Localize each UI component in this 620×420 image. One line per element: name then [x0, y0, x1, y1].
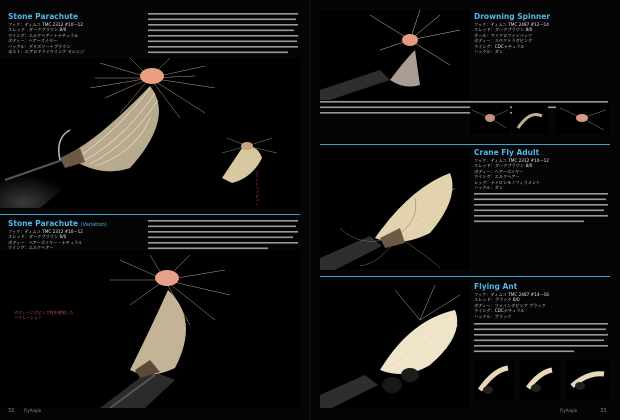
flying-ant-photo	[320, 280, 470, 408]
section-divider	[320, 276, 610, 277]
variation-photo	[0, 250, 300, 408]
drowning-spinner-inset-2	[512, 104, 548, 134]
recipe-line: フック：ティムコ TMC 2487 #14〜16	[474, 292, 549, 297]
right-page-number: 33	[600, 408, 607, 414]
fly-photo-illustration	[320, 148, 470, 270]
flying-ant-recipe	[474, 292, 549, 319]
variation-caption: ボディーにダビング材を使用したバリエーション	[14, 310, 74, 321]
variation-body-text	[148, 219, 300, 251]
gutter	[309, 0, 311, 420]
inset-fly	[566, 360, 610, 400]
recipe-line: ハックル：ダン	[474, 185, 504, 191]
recipe-line: ボディー：ヘアーズイヤー・ナチュラル	[8, 239, 83, 245]
inset-fly	[474, 360, 514, 400]
body-text-lines	[148, 12, 300, 58]
flying-ant-inset-2	[520, 360, 560, 400]
inset-fly	[556, 104, 610, 134]
crane-fly-body-text	[474, 192, 610, 228]
crane-fly-adult-title: Crane Fly Adult	[474, 148, 540, 157]
stone-parachute-variation-title	[8, 219, 107, 228]
recipe-line: ポスト：エアロドライウイング オレンジ	[8, 49, 85, 55]
stone-parachute-recipe	[8, 22, 84, 54]
recipe-line: スレッド：ブラック 8/0	[474, 297, 520, 303]
recipe-line: フック：ティムコ TMC 2487 #12〜14	[474, 22, 549, 27]
inset-fly	[470, 104, 510, 134]
left-page-number: 32	[8, 408, 15, 414]
flying-ant-inset-3	[566, 360, 610, 400]
drowning-spinner-inset-3	[556, 104, 610, 134]
section-divider	[0, 214, 300, 215]
inset-fly	[520, 360, 560, 400]
recipe-line: ウイング：エルクヘアー＋ナチュラル	[8, 32, 79, 38]
recipe-line: ハックル：グリズリー＋ブラウン	[8, 43, 71, 49]
recipe-line: ボディー：ファインダビング ブラック	[474, 302, 546, 308]
flying-ant-body-text	[474, 322, 610, 358]
recipe-line: ハックル：ブラック	[474, 313, 512, 319]
recipe-line: ウイング：エルクヘアー	[474, 174, 520, 180]
section-divider	[320, 144, 610, 145]
stone-parachute-inset-caption: フライトップビュー	[255, 170, 260, 206]
recipe-line: フック：ティムコ TMC 2312 #10〜12	[8, 22, 83, 27]
recipe-line: ハックル：ダン	[474, 49, 504, 55]
drowning-spinner-inset-1	[470, 104, 510, 134]
right-running-head: FlyAngle	[560, 408, 578, 413]
body-text-lines	[474, 192, 610, 228]
body-text-lines	[474, 322, 610, 358]
recipe-line: スレッド：ダークブラウン 8/0	[8, 234, 67, 240]
stone-parachute-title: Stone Parachute	[8, 12, 79, 21]
recipe-line: フック：ティムコ TMC 2312 #10〜12	[8, 229, 83, 234]
recipe-line: ボディー：ヘアーズイヤー	[8, 38, 58, 44]
fly-photo-illustration	[320, 10, 470, 100]
fly-photo-illustration	[0, 250, 300, 408]
recipe-line: レッグ：ナイロンモノフィラメント	[474, 179, 541, 185]
inset-fly	[512, 104, 548, 134]
recipe-line: ウイング：CDCナチュラル	[474, 43, 525, 49]
recipe-line: フック：ティムコ TMC 2312 #10〜12	[474, 158, 549, 163]
fly-photo-illustration	[320, 280, 470, 408]
recipe-line: ウイング：CDCナチュラル	[474, 308, 525, 314]
recipe-line: ボディー：ヘアーズイヤー	[474, 168, 524, 174]
drowning-spinner-photo	[320, 10, 470, 100]
left-running-head: FlyAngle	[24, 408, 42, 413]
drowning-spinner-title: Drowning Spinner	[474, 12, 551, 21]
flying-ant-title: Flying Ant	[474, 282, 518, 291]
variation-subtitle: (Variation)	[80, 222, 107, 228]
variation-title-text: Stone Parachute	[8, 219, 79, 228]
crane-fly-adult-recipe	[474, 158, 549, 190]
recipe-line: スレッド：ダークブラウン 8/0	[474, 163, 533, 169]
recipe-line: ウイング：エルクヘアー	[8, 245, 54, 251]
body-text-lines	[148, 219, 300, 251]
drowning-spinner-recipe	[474, 22, 549, 54]
crane-fly-photo	[320, 148, 470, 270]
stone-parachute-body-text	[148, 12, 300, 58]
recipe-line: スレッド：ダークブラウン 8/0	[8, 27, 67, 33]
flying-ant-inset-1	[474, 360, 514, 400]
recipe-line: ボディー：スペクトラダビング	[474, 38, 533, 44]
recipe-line: スレッド：ダークブラウン 8/0	[474, 27, 533, 33]
recipe-line: テール：マイクロファイバッツ	[474, 32, 533, 38]
